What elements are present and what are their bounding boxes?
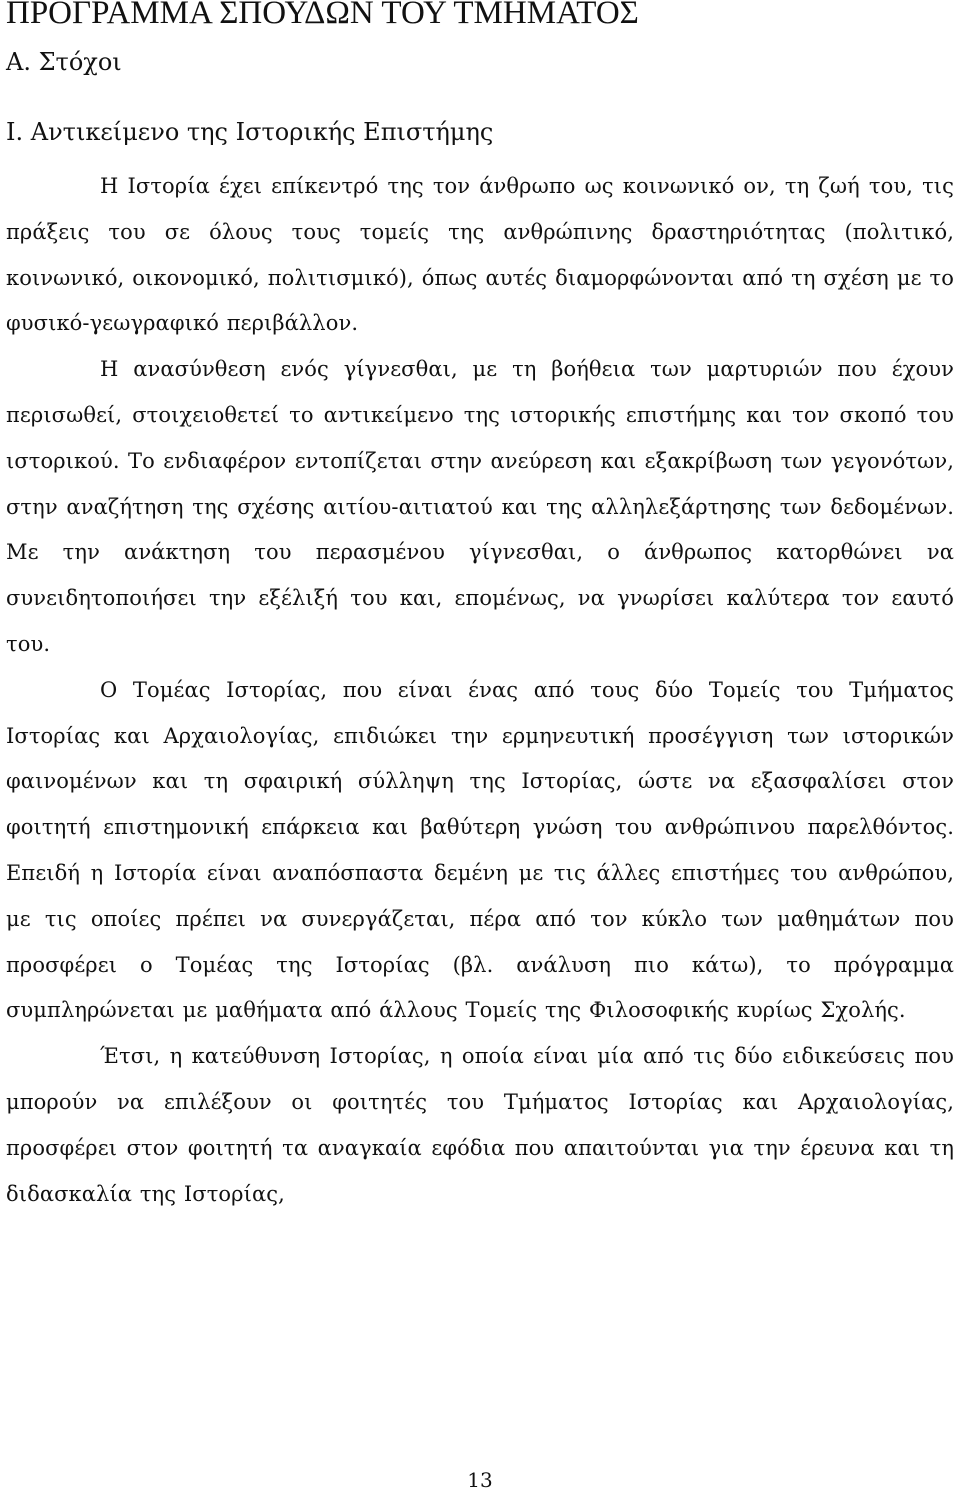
body-text	[6, 164, 954, 1217]
paragraph-2: Η ανασύνθεση ενός γίγνεσθαι, με τη βοήθεια των μαρτυριών που έχουν περισωθεί, στοιχειοθετεί το αντικείμενο της ιστορικής επιστήμης και τον σκοπό του ιστορικού. Το ενδιαφέρον εντοπίζεται στην ανεύρεση και εξακρίβωση των γεγονότων, στην αναζήτηση της σχέσης αιτίου-αιτιατού και της αλληλεξάρτησης των δεδομένων. Με την ανάκτηση του περασμένου γίγνεσθαι, ο άνθρωπος κατορθώνει να συνειδητοποιήσει την εξέλιξή του και, επομένως, να γνωρίσει καλύτερα τον εαυτό του.	[6, 357, 954, 656]
paragraph-1: Η Ιστορία έχει επίκεντρό της τον άνθρωπο ως κοινωνικό ον, τη ζωή του, τις πράξεις του σε όλους τους τομείς της ανθρώπινης δραστηριότητας (πολιτικό, κοινωνικό, οικονομικό, πολιτισμικό), όπως αυτές διαμορφώνονται από τη σχέση με το φυσικό-γεωγραφικό περιβάλλον.	[6, 174, 954, 336]
paragraph-4: Έτσι, η κατεύθυνση Ιστορίας, η οποία είναι μία από τις δύο ειδικεύσεις που μπορούν να επιλέξουν οι φοιτητές του Τμήματος Ιστορίας και Αρχαιολογίας, προσφέρει στον φοιτητή τα αναγκαία εφόδια που απαιτούνται για την έρευνα και τη διδασκαλία της Ιστορίας,	[6, 1044, 954, 1206]
paragraph-3: Ο Τομέας Ιστορίας, που είναι ένας από τους δύο Τομείς του Τμήματος Ιστορίας και Αρχαιολογίας, επιδιώκει την ερμηνευτική προσέγγιση των ιστορικών φαινομένων και τη σφαιρική σύλληψη της Ιστορίας, ώστε να εξασφαλίσει στον φοιτητή επιστημονική επάρκεια και βαθύτερη γνώση του ανθρώπινου παρελθόντος. Επειδή η Ιστορία είναι αναπόσπαστα δεμένη με τις άλλες επιστήμες του ανθρώπου, με τις οποίες πρέπει να συνεργάζεται, πέρα από τον κύκλο των μαθημάτων που προσφέρει ο Τομέας της Ιστορίας (βλ. ανάλυση πιο κάτω), το πρόγραμμα συμπληρώνεται με μαθήματα από άλλους Τομείς της Φιλοσοφικής κυρίως Σχολής.	[6, 677, 954, 1023]
page-number: 13	[467, 1468, 493, 1492]
document-title: ΠΡΟΓΡΑΜΜΑ ΣΠΟΥΔΩΝ ΤΟΥ ΤΜΗΜΑΤΟΣ	[6, 0, 639, 31]
subsection-heading: Ι. Αντικείμενο της Ιστορικής Επιστήμης	[6, 118, 494, 146]
section-heading: Α. Στόχοι	[6, 48, 122, 76]
